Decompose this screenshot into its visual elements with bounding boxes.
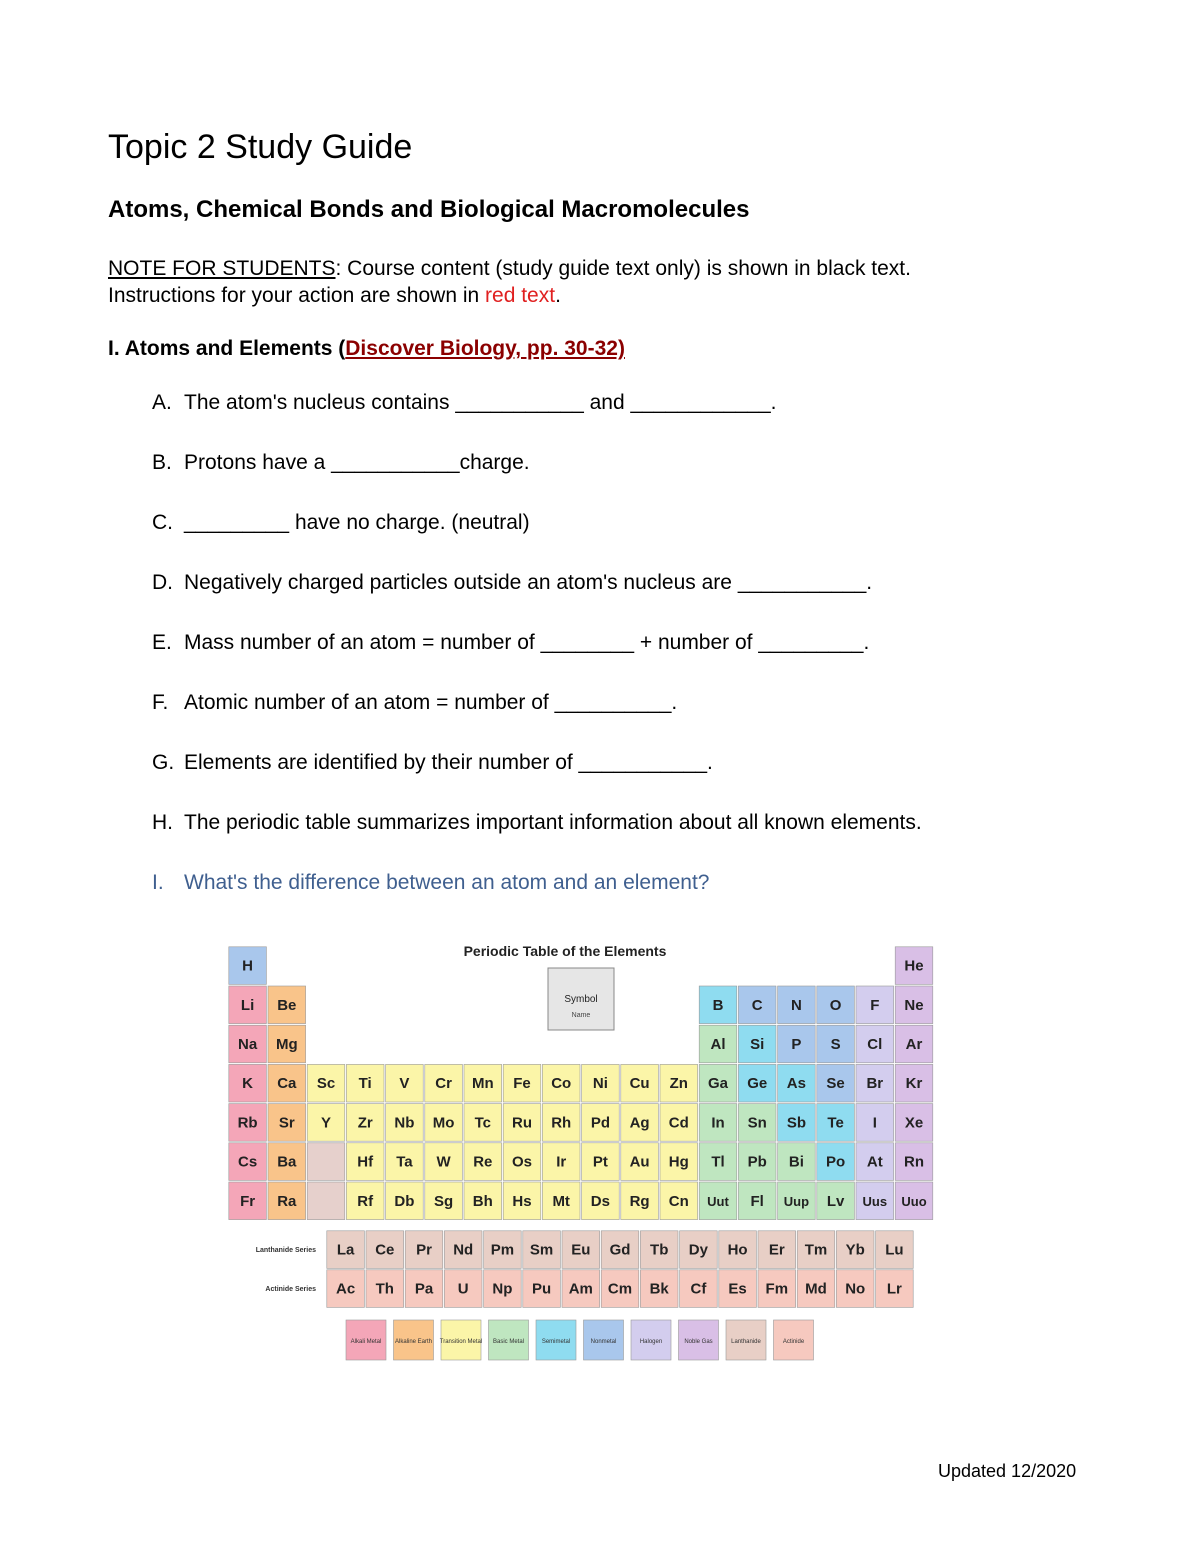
element-symbol: Pb bbox=[747, 1153, 767, 1171]
element-symbol: Ce bbox=[375, 1241, 395, 1259]
question-item bbox=[152, 391, 922, 451]
element-symbol: Pr bbox=[416, 1241, 432, 1259]
element-symbol: Mo bbox=[432, 1114, 455, 1132]
element-symbol: At bbox=[866, 1153, 883, 1171]
element-symbol: Cn bbox=[668, 1192, 689, 1210]
student-note bbox=[108, 255, 911, 309]
element-symbol: Sn bbox=[747, 1114, 767, 1132]
question-label: A. bbox=[152, 391, 172, 414]
lanthanide-label: Lanthanide Series bbox=[255, 1247, 316, 1254]
element-symbol: K bbox=[242, 1075, 254, 1093]
element-symbol: Ti bbox=[358, 1075, 372, 1093]
element-symbol: Nd bbox=[453, 1241, 474, 1259]
element-symbol: Au bbox=[629, 1153, 650, 1171]
element-symbol: Ca bbox=[277, 1075, 297, 1093]
question-label: H. bbox=[152, 811, 173, 834]
section-heading-text: I. Atoms and Elements ( bbox=[108, 337, 346, 360]
element-symbol: Rb bbox=[237, 1114, 258, 1132]
element-symbol: Al bbox=[710, 1036, 726, 1053]
element-symbol: Hf bbox=[357, 1153, 374, 1171]
element-symbol: Re bbox=[473, 1153, 493, 1171]
element-symbol: Er bbox=[768, 1241, 785, 1259]
element-symbol: Bi bbox=[788, 1153, 804, 1171]
question-label: C. bbox=[152, 511, 173, 534]
element-symbol: Pm bbox=[490, 1241, 515, 1259]
element-symbol: He bbox=[904, 957, 924, 975]
element-symbol: Se bbox=[826, 1075, 845, 1093]
element-symbol: Db bbox=[394, 1192, 415, 1210]
question-label: F. bbox=[152, 691, 169, 714]
periodic-table-image bbox=[228, 918, 938, 1378]
periodic-table-title: Periodic Table of the Elements bbox=[463, 943, 667, 959]
element-symbol: Hg bbox=[668, 1153, 689, 1171]
element-symbol: Tc bbox=[474, 1114, 492, 1132]
legend-label: Alkaline Earth bbox=[394, 1339, 433, 1345]
element-symbol: Fl bbox=[750, 1192, 764, 1210]
element-symbol: Xe bbox=[904, 1114, 924, 1132]
element-symbol: Co bbox=[551, 1075, 572, 1093]
legend-label: Actinide bbox=[782, 1339, 805, 1345]
element-symbol: Fe bbox=[513, 1075, 531, 1093]
page-title: Topic 2 Study Guide bbox=[108, 128, 413, 166]
element-symbol: N bbox=[790, 996, 802, 1014]
element-symbol: F bbox=[870, 996, 880, 1014]
element-symbol: Y bbox=[320, 1114, 332, 1132]
element-symbol: Lu bbox=[885, 1241, 904, 1259]
element-symbol: H bbox=[242, 957, 254, 975]
question-label: I. bbox=[152, 871, 164, 894]
question-text: _________ have no charge. (neutral) bbox=[184, 511, 530, 534]
element-symbol: Lv bbox=[826, 1192, 845, 1210]
element-symbol: Fm bbox=[765, 1280, 789, 1298]
page-subtitle: Atoms, Chemical Bonds and Biological Macromolecules bbox=[108, 196, 750, 223]
element-symbol: La bbox=[336, 1241, 355, 1259]
legend-label: Transition Metal bbox=[439, 1339, 483, 1345]
element-symbol: Uus bbox=[862, 1193, 888, 1209]
element-symbol: As bbox=[786, 1075, 806, 1093]
element-symbol: Sb bbox=[786, 1114, 806, 1132]
element-symbol: Zn bbox=[669, 1075, 688, 1093]
element-symbol: Am bbox=[568, 1280, 593, 1298]
element-symbol: Li bbox=[240, 996, 255, 1014]
element-symbol: Si bbox=[750, 1036, 765, 1053]
question-text: Protons have a ___________charge. bbox=[184, 451, 530, 474]
element-symbol: Bk bbox=[649, 1280, 669, 1298]
element-symbol: Mt bbox=[552, 1192, 570, 1210]
element-symbol: Hs bbox=[512, 1192, 532, 1210]
question-item bbox=[152, 511, 922, 571]
element-symbol: O bbox=[829, 996, 842, 1014]
element-symbol: Ne bbox=[904, 996, 924, 1014]
element-symbol: Mg bbox=[275, 1036, 298, 1053]
element-symbol: Bh bbox=[472, 1192, 493, 1210]
element-symbol: Cd bbox=[668, 1114, 689, 1132]
legend-label: Basic Metal bbox=[492, 1339, 525, 1345]
element-symbol: No bbox=[845, 1280, 866, 1298]
element-symbol: Md bbox=[805, 1280, 827, 1298]
element-symbol: Ir bbox=[556, 1153, 567, 1171]
element-symbol: Uuo bbox=[901, 1193, 927, 1209]
element-symbol: Mn bbox=[471, 1075, 494, 1093]
question-item bbox=[152, 811, 922, 871]
element-cell bbox=[307, 1182, 345, 1220]
element-symbol: Rf bbox=[357, 1192, 374, 1210]
question-item bbox=[152, 691, 922, 751]
question-item bbox=[152, 751, 922, 811]
element-symbol: Na bbox=[238, 1036, 258, 1053]
element-symbol: B bbox=[712, 996, 724, 1014]
element-symbol: Gd bbox=[609, 1241, 631, 1259]
section-heading bbox=[108, 337, 625, 361]
element-symbol: Sm bbox=[529, 1241, 554, 1259]
note-label: NOTE FOR STUDENTS bbox=[108, 257, 336, 280]
element-symbol: Te bbox=[827, 1114, 844, 1132]
element-symbol: Cm bbox=[607, 1280, 633, 1298]
element-symbol: Pa bbox=[414, 1280, 434, 1298]
element-symbol: Po bbox=[826, 1153, 846, 1171]
element-symbol: Ds bbox=[590, 1192, 610, 1210]
element-symbol: Cr bbox=[435, 1075, 452, 1093]
legend-label: Noble Gas bbox=[684, 1339, 713, 1345]
question-text: Atomic number of an atom = number of __________. bbox=[184, 691, 678, 714]
element-symbol: Ga bbox=[707, 1075, 729, 1093]
key-name-label: Name bbox=[571, 1012, 591, 1019]
question-text: Elements are identified by their number of ___________. bbox=[184, 751, 713, 774]
question-label: G. bbox=[152, 751, 175, 774]
element-symbol: Ba bbox=[277, 1153, 297, 1171]
element-symbol: Ar bbox=[905, 1036, 923, 1053]
question-text: What's the difference between an atom and an element? bbox=[184, 871, 710, 894]
updated-date: Updated 12/2020 bbox=[938, 1461, 1077, 1481]
element-cell bbox=[307, 1143, 345, 1181]
question-label: D. bbox=[152, 571, 173, 594]
element-symbol: Tl bbox=[711, 1153, 725, 1171]
element-symbol: Es bbox=[728, 1280, 747, 1298]
element-symbol: Eu bbox=[571, 1241, 591, 1259]
element-symbol: Pu bbox=[532, 1280, 552, 1298]
element-symbol: Ag bbox=[629, 1114, 650, 1132]
element-symbol: Br bbox=[866, 1075, 884, 1093]
element-symbol: Ho bbox=[727, 1241, 748, 1259]
element-symbol: Rh bbox=[551, 1114, 572, 1132]
element-symbol: Cu bbox=[629, 1075, 650, 1093]
element-symbol: Cf bbox=[690, 1280, 707, 1298]
element-symbol: Cl bbox=[867, 1036, 883, 1053]
question-item bbox=[152, 571, 922, 631]
element-symbol: Uut bbox=[707, 1193, 729, 1209]
element-symbol: Ru bbox=[512, 1114, 532, 1132]
question-item bbox=[152, 451, 922, 511]
question-text: Negatively charged particles outside an atom's nucleus are ___________. bbox=[184, 571, 873, 594]
element-symbol: Sr bbox=[278, 1114, 295, 1132]
question-text: The periodic table summarizes important information about all known elements. bbox=[184, 811, 922, 834]
note-text-2: Instructions for your action are shown in bbox=[108, 284, 486, 307]
element-symbol: Rg bbox=[629, 1192, 650, 1210]
element-symbol: Pt bbox=[592, 1153, 608, 1171]
element-symbol: P bbox=[791, 1036, 802, 1053]
element-symbol: Ta bbox=[396, 1153, 413, 1171]
element-symbol: Sg bbox=[434, 1192, 454, 1210]
element-symbol: V bbox=[399, 1075, 410, 1093]
element-symbol: Lr bbox=[886, 1280, 902, 1298]
note-end: . bbox=[555, 284, 561, 307]
legend-label: Lanthanide bbox=[731, 1339, 761, 1345]
element-symbol: Np bbox=[492, 1280, 513, 1298]
element-symbol: In bbox=[711, 1114, 725, 1132]
question-item bbox=[152, 631, 922, 691]
key-symbol-label: Symbol bbox=[564, 994, 598, 1005]
element-symbol: I bbox=[872, 1114, 877, 1132]
element-symbol: Ac bbox=[336, 1280, 356, 1298]
element-symbol: Ra bbox=[277, 1192, 297, 1210]
element-symbol: Th bbox=[375, 1280, 394, 1298]
element-symbol: Cs bbox=[238, 1153, 258, 1171]
actinide-label: Actinide Series bbox=[265, 1286, 316, 1293]
element-symbol: Kr bbox=[905, 1075, 923, 1093]
element-symbol: Zr bbox=[357, 1114, 373, 1132]
element-symbol: Sc bbox=[316, 1075, 336, 1093]
question-label: B. bbox=[152, 451, 172, 474]
textbook-link[interactable]: Discover Biology, pp. 30-32) bbox=[345, 337, 625, 360]
element-symbol: W bbox=[436, 1153, 451, 1171]
element-symbol: Tb bbox=[650, 1241, 669, 1259]
question-list bbox=[152, 391, 922, 931]
note-text-1: : Course content (study guide text only) is shown in black text. bbox=[335, 257, 911, 280]
question-text: Mass number of an atom = number of ________ + number of _________. bbox=[184, 631, 870, 654]
element-symbol: Dy bbox=[688, 1241, 708, 1259]
element-symbol: Ge bbox=[747, 1075, 768, 1093]
element-symbol: Uup bbox=[783, 1193, 810, 1209]
element-symbol: Rn bbox=[904, 1153, 924, 1171]
legend-label: Halogen bbox=[639, 1339, 663, 1345]
element-symbol: Yb bbox=[845, 1241, 865, 1259]
question-text: The atom's nucleus contains ___________ and ____________. bbox=[184, 391, 777, 414]
legend-label: Alkali Metal bbox=[350, 1339, 382, 1345]
legend-label: Semimetal bbox=[541, 1339, 571, 1345]
element-symbol: Fr bbox=[240, 1192, 256, 1210]
element-symbol: Pd bbox=[590, 1114, 610, 1132]
element-symbol: Be bbox=[277, 996, 297, 1014]
element-symbol: Os bbox=[511, 1153, 533, 1171]
element-symbol: S bbox=[830, 1036, 841, 1053]
element-symbol: U bbox=[457, 1280, 469, 1298]
legend-label: Nonmetal bbox=[590, 1339, 617, 1345]
element-symbol: Tm bbox=[804, 1241, 828, 1259]
element-symbol: Nb bbox=[394, 1114, 415, 1132]
element-symbol: C bbox=[751, 996, 763, 1014]
element-symbol: Ni bbox=[592, 1075, 608, 1093]
question-label: E. bbox=[152, 631, 172, 654]
note-red-text: red text bbox=[485, 284, 556, 307]
